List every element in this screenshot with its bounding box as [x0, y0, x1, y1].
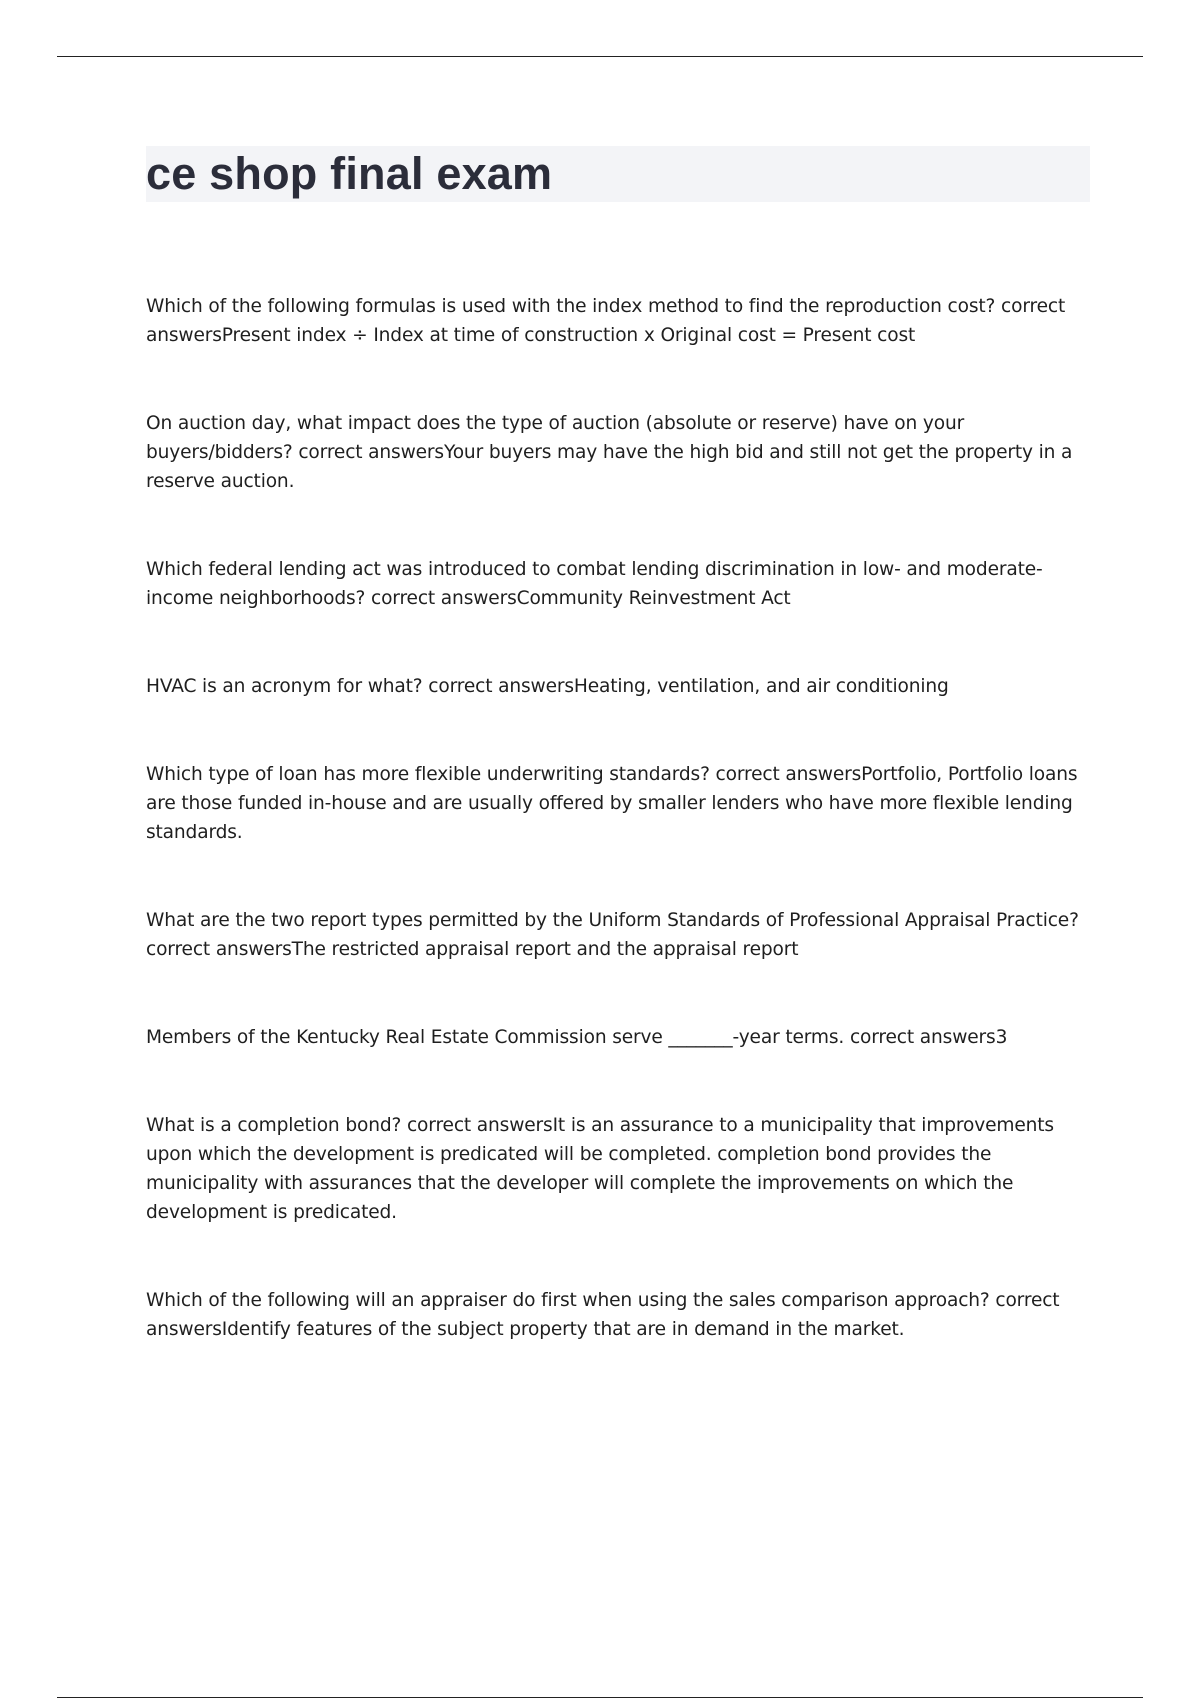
- qa-item: [146, 906, 1092, 964]
- question-text: Which of the following will an appraiser do first when using the sales comparison approach?: [146, 1290, 990, 1311]
- qa-item: [146, 760, 1092, 847]
- question-text: What are the two report types permitted by the Uniform Standards of Professional Appraisal Practice?: [146, 910, 1079, 931]
- answer-marker: correct answers: [146, 296, 1066, 346]
- answer-text: Community Reinvestment Act: [516, 588, 791, 609]
- answer-text: Heating, ventilation, and air conditioning: [573, 676, 949, 697]
- question-text: Which federal lending act was introduced to combat lending discrimination in low- and moderate-income neighborhoods?: [146, 559, 1043, 609]
- answer-marker: correct answers: [365, 588, 517, 609]
- answer-text: Portfolio, Portfolio loans are those funded in-house and are usually offered by smaller lenders who have more flexible lending standards.: [146, 764, 1078, 843]
- document-title: ce shop final exam: [146, 148, 553, 199]
- answer-marker: correct answers: [146, 939, 292, 960]
- question-list: [146, 292, 1092, 1403]
- answer-marker: correct answers: [844, 1027, 996, 1048]
- answer-text: It is an assurance to a municipality that improvements upon which the development is predicated will be completed. completion bond provides the municipality with assurances that the developer will complete the improvements on which the development is predicated.: [146, 1115, 1054, 1223]
- question-text: Which type of loan has more flexible underwriting standards?: [146, 764, 710, 785]
- title-banner: [146, 146, 1090, 202]
- answer-text: Present index ÷ Index at time of construction x Original cost = Present cost: [221, 325, 916, 346]
- question-text: HVAC is an acronym for what?: [146, 676, 423, 697]
- answer-text: 3: [995, 1027, 1008, 1048]
- answer-text: The restricted appraisal report and the appraisal report: [291, 939, 799, 960]
- bottom-divider: [57, 1697, 1143, 1698]
- qa-item: [146, 555, 1092, 613]
- answer-marker: correct answers: [422, 676, 574, 697]
- qa-item: [146, 1023, 1092, 1052]
- qa-item: [146, 1111, 1092, 1227]
- question-text: What is a completion bond?: [146, 1115, 402, 1136]
- answer-marker: correct answers: [292, 442, 444, 463]
- top-divider: [57, 56, 1143, 57]
- qa-item: [146, 672, 1092, 701]
- answer-text: Your buyers may have the high bid and still not get the property in a reserve auction.: [146, 442, 1073, 492]
- answer-marker: correct answers: [146, 1290, 1060, 1340]
- question-text: Members of the Kentucky Real Estate Commission serve _______-year terms.: [146, 1027, 845, 1048]
- question-text: On auction day, what impact does the type of auction (absolute or reserve) have on your buyers/bidders?: [146, 413, 965, 463]
- question-text: Which of the following formulas is used with the index method to find the reproduction cost?: [146, 296, 996, 317]
- qa-item: [146, 1286, 1092, 1344]
- qa-item: [146, 409, 1092, 496]
- answer-marker: correct answers: [709, 764, 862, 785]
- answer-marker: correct answers: [401, 1115, 553, 1136]
- qa-item: [146, 292, 1092, 350]
- answer-text: Identify features of the subject property that are in demand in the market.: [221, 1319, 905, 1340]
